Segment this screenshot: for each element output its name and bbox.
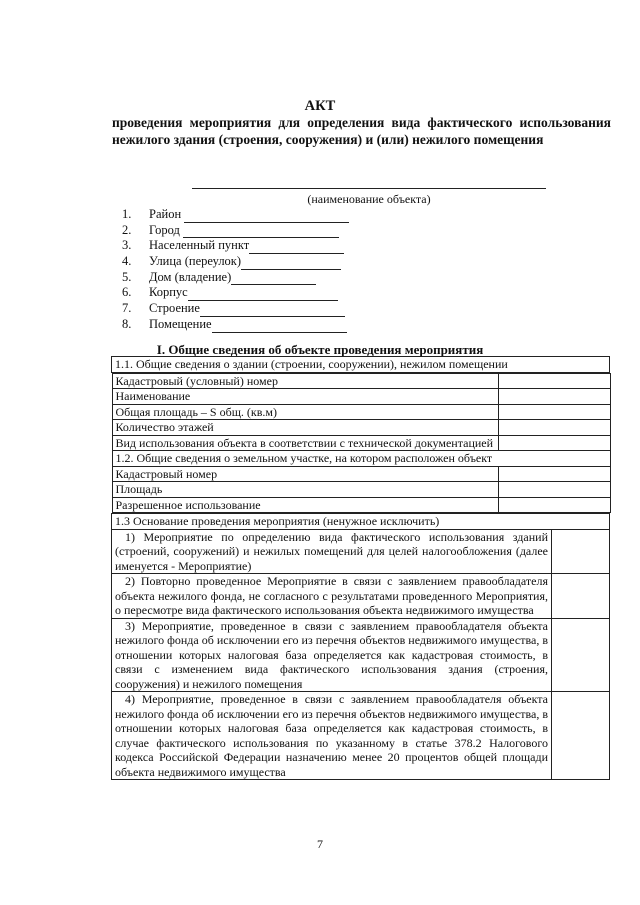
section-1-1-header: 1.1. Общие сведения о здании (строении, сооружении), нежилом помещении xyxy=(112,357,610,373)
table-row xyxy=(112,420,610,436)
table-row xyxy=(112,692,610,780)
city-field[interactable] xyxy=(183,225,339,238)
table-row xyxy=(112,451,610,467)
premises-field[interactable] xyxy=(212,320,347,333)
permitted-use-label: Разрешенное использование xyxy=(112,497,498,513)
table-row xyxy=(112,372,610,514)
usage-type-label: Вид использования объекта в соответствии с технической документацией xyxy=(112,435,498,451)
floors-value[interactable] xyxy=(498,420,610,436)
address-item-city: 2. Город xyxy=(122,223,362,239)
address-item-building: 6. Корпус xyxy=(122,285,362,301)
basis-option-1: 1) Мероприятие по определению вида фактического использования зданий (строений, сооружений) и нежилых помещений для целей налогообложения (далее именуется - Мероприятие) xyxy=(112,529,552,574)
table-row xyxy=(112,435,610,451)
land-cadastral-label: Кадастровый номер xyxy=(112,466,498,482)
object-info-table xyxy=(111,356,610,780)
building-field[interactable] xyxy=(188,288,338,301)
land-area-label: Площадь xyxy=(112,482,498,498)
section-1-2-header: 1.2. Общие сведения о земельном участке, на котором расположен объект xyxy=(112,451,610,467)
total-area-label: Общая площадь – S общ. (кв.м) xyxy=(112,404,498,420)
address-item-district: 1. Район xyxy=(122,207,362,223)
section-title: I. Общие сведения об объекте проведения мероприятия xyxy=(156,342,484,357)
table-row xyxy=(112,389,610,405)
address-item-street: 4. Улица (переулок) xyxy=(122,254,362,270)
table-row xyxy=(112,373,610,389)
table-row xyxy=(112,357,610,373)
table-row xyxy=(112,618,610,692)
house-field[interactable] xyxy=(231,272,316,285)
address-item-settlement: 3. Населенный пункт xyxy=(122,238,362,254)
object-name-line[interactable] xyxy=(192,188,546,189)
address-list xyxy=(122,207,362,333)
cadastral-number-value[interactable] xyxy=(498,373,610,389)
table-row xyxy=(112,574,610,619)
basis-option-3-mark[interactable] xyxy=(552,618,610,692)
document-title: АКТ xyxy=(304,98,336,114)
address-item-premises: 8. Помещение xyxy=(122,317,362,333)
total-area-value[interactable] xyxy=(498,404,610,420)
name-label: Наименование xyxy=(112,389,498,405)
table-row xyxy=(112,497,610,513)
cadastral-number-label: Кадастровый (условный) номер xyxy=(112,373,498,389)
address-item-house: 5. Дом (владение) xyxy=(122,270,362,286)
table-row xyxy=(112,529,610,574)
basis-option-4-mark[interactable] xyxy=(552,692,610,780)
table-row xyxy=(112,482,610,498)
settlement-field[interactable] xyxy=(249,241,344,254)
usage-type-value[interactable] xyxy=(498,435,610,451)
section-1-3-header: 1.3 Основание проведения мероприятия (ненужное исключить) xyxy=(112,514,610,530)
page-number: 7 xyxy=(317,837,323,851)
permitted-use-value[interactable] xyxy=(498,497,610,513)
land-area-value[interactable] xyxy=(498,482,610,498)
district-field[interactable] xyxy=(184,210,349,223)
document-subtitle: проведения мероприятия для определения вида фактического использования нежилого здания (строения, сооружения) и (или) нежилого помещения xyxy=(112,115,611,147)
floors-label: Количество этажей xyxy=(112,420,498,436)
street-field[interactable] xyxy=(241,257,341,270)
basis-option-1-mark[interactable] xyxy=(552,529,610,574)
object-name-caption: (наименование объекта) xyxy=(307,192,431,206)
structure-field[interactable] xyxy=(200,304,345,317)
name-value[interactable] xyxy=(498,389,610,405)
land-cadastral-value[interactable] xyxy=(498,466,610,482)
basis-option-3: 3) Мероприятие, проведенное в связи с заявлением правообладателя объекта нежилого фонда об исключении его из перечня объектов недвижимого имущества, в отношении которых налоговая база определяется как кадастровая стоимость, в связи с изменением вида фактического использования здания (строения, сооружения) и нежилого помещения xyxy=(112,618,552,692)
basis-option-2-mark[interactable] xyxy=(552,574,610,619)
basis-option-4: 4) Мероприятие, проведенное в связи с заявлением правообладателя объекта нежилого фонда об исключении его из перечня объектов недвижимого имущества, в отношении которых налоговая база определяется как кадастровая стоимость, в случае фактического использования по указанному в статье 378.2 Налогового кодекса Российской Федерации назначению менее 20 процентов общей площади объекта недвижимого имущества xyxy=(112,692,552,780)
basis-option-2: 2) Повторно проведенное Мероприятие в связи с заявлением правообладателя объекта нежилого фонда, не согласного с результатами проведенного Мероприятия, о пересмотре вида фактического использования объекта недвижимого имущества xyxy=(112,574,552,619)
table-row xyxy=(112,404,610,420)
address-item-structure: 7. Строение xyxy=(122,301,362,317)
table-row xyxy=(112,466,610,482)
table-row xyxy=(112,514,610,530)
